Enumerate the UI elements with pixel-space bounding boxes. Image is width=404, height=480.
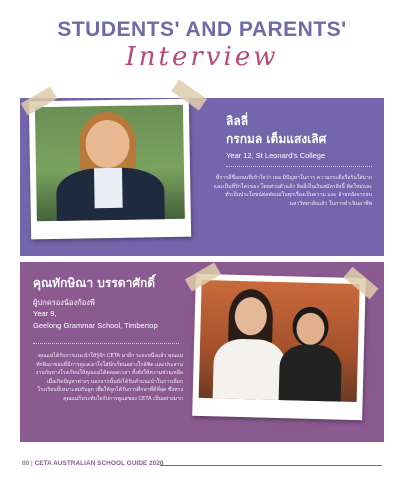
page-number: 88 — [22, 460, 30, 467]
student-nickname: ลิลลี่ — [226, 114, 249, 128]
divider — [33, 343, 179, 344]
student-photo-image — [35, 105, 185, 222]
student-body-text: ที่การลี่ชื่อถนนที่เข้าใจว่า เธอ มีปัญหาในการ ความกระตือรือร้นใส่มากและเป็นที่รักใครของ โดยส่วนตัวแล้ว ลิลลี่เป็นเงินสมัครสิ่งนี้ คิดใหม่และทำเป็นประโยชน์ต่อพ่อแม่ในทุกเรื่องเป็นความ และ อ้ายหลังจากจบมหาวิทยาลัยแล้ว ในการดำเนินอาชีพ — [213, 175, 372, 207]
footer-rule — [160, 465, 382, 466]
parent-role: ผู้ปกครองน้องก้องพี — [33, 298, 95, 307]
publication-title: CETA AUSTRALIAN SCHOOL GUIDE 2020 — [34, 460, 164, 467]
parent-photo — [192, 274, 366, 420]
parent-photo-image — [199, 280, 360, 402]
parent-name: คุณทักษิณา บรรดาศักดิ์ — [33, 276, 156, 290]
student-full-name: กรกมล เต็มแสงเลิศ — [226, 132, 327, 146]
parent-year: Year 9, — [33, 309, 57, 318]
parent-school: Geelong Grammar School, Timbertop — [33, 321, 158, 330]
student-photo — [29, 99, 191, 240]
page-footer — [22, 460, 164, 467]
footer-separator: | — [31, 460, 33, 467]
parent-body-text: คุณแม่ได้รับการแนะนำให้รู้จัก CETA มาอีก ระยะหนึ่งแล้ว คุณแม่ทักษิณาชอบที่มีการดูแลเอาใจใส่นักเรียนอย่างใกล้ชิด และประสานงานกับทางโรงเรียนให้คุณแม่ได้ตลอดเวลา ทั้งยังให้ความช่วยเหลือเมื่อเกิดปัญหาต่างๆ นอกจากนั้นยังได้รับคำแนะนำในการเลือกโรงเรียนที่เหมาะสมกับลูก เพื่อให้ลูกได้รับการศึกษาที่ดีที่สุด ซึ่งทางคุณแม่ก็ประทับใจกับการดูแลของ CETA เป็นอย่างมาก — [35, 353, 183, 402]
divider — [226, 166, 372, 167]
student-school: Year 12, St Leonard's College — [226, 151, 326, 160]
page-subheading: Interview — [125, 42, 279, 72]
page-heading: STUDENTS' AND PARENTS' — [57, 18, 347, 41]
